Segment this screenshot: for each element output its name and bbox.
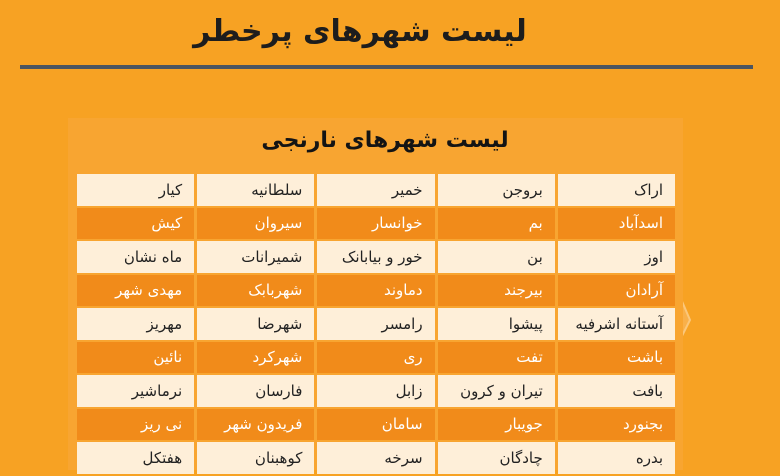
- city-cell: نی ریز: [77, 409, 194, 441]
- table-row: [77, 442, 675, 474]
- city-cell: شهربابک: [197, 275, 314, 307]
- city-cell: شهرکرد: [197, 342, 314, 374]
- city-cell: فریدون شهر: [197, 409, 314, 441]
- city-cell: جویبار: [438, 409, 555, 441]
- city-cell: تیران و کرون: [438, 375, 555, 407]
- city-cell: بروجن: [438, 174, 555, 206]
- city-cell: تفت: [438, 342, 555, 374]
- table-row: [77, 208, 675, 240]
- city-cell: سامان: [317, 409, 434, 441]
- city-cell: آرادان: [558, 275, 675, 307]
- city-cell: رامسر: [317, 308, 434, 340]
- title-divider: [20, 65, 753, 69]
- city-cell: باشت: [558, 342, 675, 374]
- city-cell: شهرضا: [197, 308, 314, 340]
- city-cell: زابل: [317, 375, 434, 407]
- city-cell: اوز: [558, 241, 675, 273]
- city-cell: اراک: [558, 174, 675, 206]
- city-cell: فارسان: [197, 375, 314, 407]
- city-cell: سیروان: [197, 208, 314, 240]
- city-cell: نرماشیر: [77, 375, 194, 407]
- city-cell: خور و بیابانک: [317, 241, 434, 273]
- table-row: [77, 174, 675, 206]
- city-cell: بن: [438, 241, 555, 273]
- table-row: [77, 342, 675, 374]
- table-row: [77, 375, 675, 407]
- city-cell: بم: [438, 208, 555, 240]
- table-row: [77, 275, 675, 307]
- city-cell: بدره: [558, 442, 675, 474]
- table-row: [77, 308, 675, 340]
- city-cell: چادگان: [438, 442, 555, 474]
- city-cell: کیار: [77, 174, 194, 206]
- city-cell: کوهبنان: [197, 442, 314, 474]
- city-cell: شمیرانات: [197, 241, 314, 273]
- page-title: لیست شهرهای پرخطر: [193, 14, 527, 49]
- city-cell: بجنورد: [558, 409, 675, 441]
- city-cell: هفتکل: [77, 442, 194, 474]
- list-subtitle: لیست شهرهای نارنجی: [261, 128, 509, 153]
- city-cell: بیرجند: [438, 275, 555, 307]
- city-cell: اسدآباد: [558, 208, 675, 240]
- city-cell: نائین: [77, 342, 194, 374]
- city-cell: آستانه اشرفیه: [558, 308, 675, 340]
- city-cell: بافت: [558, 375, 675, 407]
- city-cell: سرخه: [317, 442, 434, 474]
- city-cell: خوانسار: [317, 208, 434, 240]
- city-cell: مهریز: [77, 308, 194, 340]
- city-cell: دماوند: [317, 275, 434, 307]
- city-cell: مهدی شهر: [77, 275, 194, 307]
- city-cell: کیش: [77, 208, 194, 240]
- city-cell: خمیر: [317, 174, 434, 206]
- city-cell: سلطانیه: [197, 174, 314, 206]
- table-row: [77, 409, 675, 441]
- city-cell: ماه نشان: [77, 241, 194, 273]
- table-row: [77, 241, 675, 273]
- city-table: [74, 172, 678, 476]
- city-cell: پیشوا: [438, 308, 555, 340]
- city-cell: ری: [317, 342, 434, 374]
